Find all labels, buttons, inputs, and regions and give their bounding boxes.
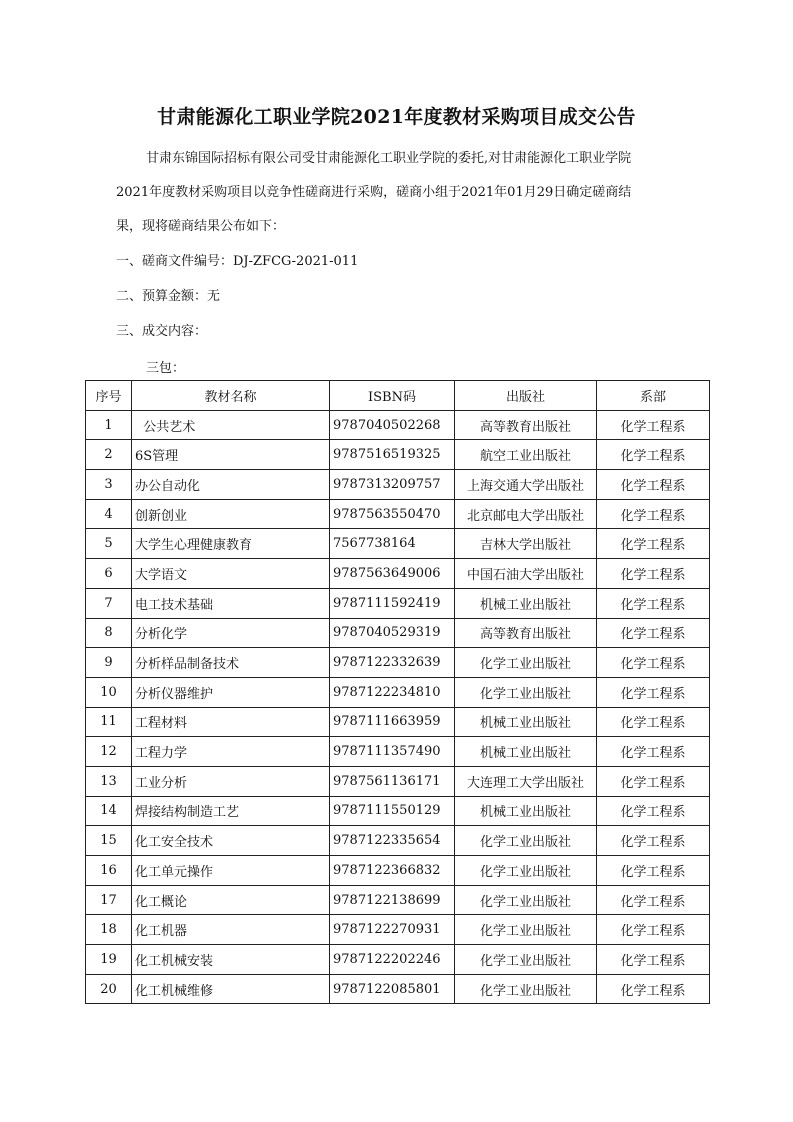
row-number-cell: 5 (86, 529, 132, 559)
row-number-cell: 18 (86, 915, 132, 945)
intro-line-2: 2021年度教材采购项目以竞争性磋商进行采购，磋商小组于2021年01月29日确定磋商结 (116, 185, 632, 200)
row-number-cell: 10 (86, 677, 132, 707)
isbn-cell: 9787111357490 (330, 737, 455, 767)
row-number-cell: 16 (86, 856, 132, 886)
table-row (86, 796, 710, 826)
publisher-cell: 上海交通大学出版社 (455, 470, 597, 500)
department-cell: 化学工程系 (597, 410, 710, 440)
publisher-cell: 大连理工大学出版社 (455, 766, 597, 796)
table-row (86, 499, 710, 529)
book-name-cell: 大学生心理健康教育 (132, 529, 330, 559)
table-row (86, 588, 710, 618)
publisher-cell: 北京邮电大学出版社 (455, 499, 597, 529)
isbn-cell: 9787040502268 (330, 410, 455, 440)
book-name-cell: 化工机械维修 (132, 974, 330, 1004)
row-number-cell: 14 (86, 796, 132, 826)
isbn-cell: 9787561136171 (330, 766, 455, 796)
intro-line-1: 甘肃东锦国际招标有限公司受甘肃能源化工职业学院的委托,对甘肃能源化工职业学院 (146, 151, 632, 166)
row-number-cell: 6 (86, 559, 132, 589)
header-dept: 系部 (597, 381, 710, 411)
book-name-cell: 大学语文 (132, 559, 330, 589)
table-row (86, 826, 710, 856)
table-row (86, 737, 710, 767)
department-cell: 化学工程系 (597, 766, 710, 796)
row-number-cell: 17 (86, 885, 132, 915)
publisher-cell: 航空工业出版社 (455, 440, 597, 470)
row-number-cell: 8 (86, 618, 132, 648)
table-row (86, 440, 710, 470)
table-row (86, 885, 710, 915)
header-name: 教材名称 (132, 381, 330, 411)
table-header-row (86, 381, 710, 411)
department-cell: 化学工程系 (597, 796, 710, 826)
table-row (86, 529, 710, 559)
department-cell: 化学工程系 (597, 499, 710, 529)
table-row (86, 677, 710, 707)
header-isbn: ISBN码 (330, 381, 455, 411)
book-name-cell: 工程材料 (132, 707, 330, 737)
publisher-cell: 机械工业出版社 (455, 737, 597, 767)
department-cell: 化学工程系 (597, 856, 710, 886)
department-cell: 化学工程系 (597, 737, 710, 767)
row-number-cell: 9 (86, 648, 132, 678)
isbn-cell: 9787122270931 (330, 915, 455, 945)
isbn-cell: 9787122234810 (330, 677, 455, 707)
book-name-cell: 化工机械安装 (132, 945, 330, 975)
book-name-cell: 分析仪器维护 (132, 677, 330, 707)
book-name-cell: 创新创业 (132, 499, 330, 529)
row-number-cell: 19 (86, 945, 132, 975)
header-no: 序号 (86, 381, 132, 411)
isbn-cell: 9787111592419 (330, 588, 455, 618)
isbn-cell: 9787122335654 (330, 826, 455, 856)
publisher-cell: 机械工业出版社 (455, 588, 597, 618)
table-row (86, 945, 710, 975)
book-name-cell: 6S管理 (132, 440, 330, 470)
book-name-cell: 分析样品制备技术 (132, 648, 330, 678)
department-cell: 化学工程系 (597, 974, 710, 1004)
department-cell: 化学工程系 (597, 648, 710, 678)
department-cell: 化学工程系 (597, 915, 710, 945)
row-number-cell: 12 (86, 737, 132, 767)
table-row (86, 974, 710, 1004)
row-number-cell: 7 (86, 588, 132, 618)
publisher-cell: 高等教育出版社 (455, 410, 597, 440)
row-number-cell: 4 (86, 499, 132, 529)
book-name-cell: 分析化学 (132, 618, 330, 648)
department-cell: 化学工程系 (597, 707, 710, 737)
row-number-cell: 11 (86, 707, 132, 737)
book-name-cell: 焊接结构制造工艺 (132, 796, 330, 826)
row-number-cell: 3 (86, 470, 132, 500)
department-cell: 化学工程系 (597, 945, 710, 975)
result-table (85, 380, 710, 1004)
book-name-cell: 电工技术基础 (132, 588, 330, 618)
table-row (86, 410, 710, 440)
row-number-cell: 13 (86, 766, 132, 796)
table-row (86, 856, 710, 886)
book-name-cell: 化工概论 (132, 885, 330, 915)
department-cell: 化学工程系 (597, 588, 710, 618)
department-cell: 化学工程系 (597, 529, 710, 559)
table-row (86, 470, 710, 500)
department-cell: 化学工程系 (597, 677, 710, 707)
isbn-cell: 9787122332639 (330, 648, 455, 678)
publisher-cell: 化学工业出版社 (455, 974, 597, 1004)
department-cell: 化学工程系 (597, 559, 710, 589)
header-publisher: 出版社 (455, 381, 597, 411)
table-row (86, 915, 710, 945)
document-title: 甘肃能源化工职业学院2021年度教材采购项目成交公告 (157, 106, 636, 128)
isbn-cell: 9787040529319 (330, 618, 455, 648)
item-file-number: 一、磋商文件编号：DJ-ZFCG-2021-011 (116, 254, 359, 269)
book-name-cell: 化工安全技术 (132, 826, 330, 856)
isbn-cell: 9787111663959 (330, 707, 455, 737)
publisher-cell: 化学工业出版社 (455, 945, 597, 975)
publisher-cell: 化学工业出版社 (455, 648, 597, 678)
isbn-cell: 9787122202246 (330, 945, 455, 975)
department-cell: 化学工程系 (597, 618, 710, 648)
book-name-cell: 化工单元操作 (132, 856, 330, 886)
isbn-cell: 9787563649006 (330, 559, 455, 589)
book-name-cell: 工程力学 (132, 737, 330, 767)
table-row (86, 618, 710, 648)
isbn-cell: 9787122366832 (330, 856, 455, 886)
publisher-cell: 机械工业出版社 (455, 796, 597, 826)
item-budget: 二、预算金额：无 (116, 289, 221, 304)
department-cell: 化学工程系 (597, 885, 710, 915)
isbn-cell: 9787563550470 (330, 499, 455, 529)
department-cell: 化学工程系 (597, 470, 710, 500)
publisher-cell: 化学工业出版社 (455, 856, 597, 886)
table-row (86, 648, 710, 678)
row-number-cell: 15 (86, 826, 132, 856)
isbn-cell: 9787111550129 (330, 796, 455, 826)
publisher-cell: 化学工业出版社 (455, 915, 597, 945)
publisher-cell: 吉林大学出版社 (455, 529, 597, 559)
row-number-cell: 2 (86, 440, 132, 470)
row-number-cell: 1 (86, 410, 132, 440)
book-name-cell: 化工机器 (132, 915, 330, 945)
publisher-cell: 化学工业出版社 (455, 885, 597, 915)
publisher-cell: 化学工业出版社 (455, 826, 597, 856)
row-number-cell: 20 (86, 974, 132, 1004)
isbn-cell: 9787313209757 (330, 470, 455, 500)
table-row (86, 707, 710, 737)
publisher-cell: 中国石油大学出版社 (455, 559, 597, 589)
table-row (86, 766, 710, 796)
department-cell: 化学工程系 (597, 440, 710, 470)
intro-line-3: 果，现将磋商结果公布如下： (116, 219, 286, 234)
isbn-cell: 7567738164 (330, 529, 455, 559)
publisher-cell: 高等教育出版社 (455, 618, 597, 648)
book-name-cell: 公共艺术 (132, 410, 330, 440)
book-name-cell: 办公自动化 (132, 470, 330, 500)
table-row (86, 559, 710, 589)
isbn-cell: 9787516519325 (330, 440, 455, 470)
publisher-cell: 化学工业出版社 (455, 677, 597, 707)
publisher-cell: 机械工业出版社 (455, 707, 597, 737)
item-deal-content: 三、成交内容： (116, 324, 208, 339)
book-name-cell: 工业分析 (132, 766, 330, 796)
department-cell: 化学工程系 (597, 826, 710, 856)
package-label: 三包： (146, 361, 186, 376)
isbn-cell: 9787122138699 (330, 885, 455, 915)
isbn-cell: 9787122085801 (330, 974, 455, 1004)
